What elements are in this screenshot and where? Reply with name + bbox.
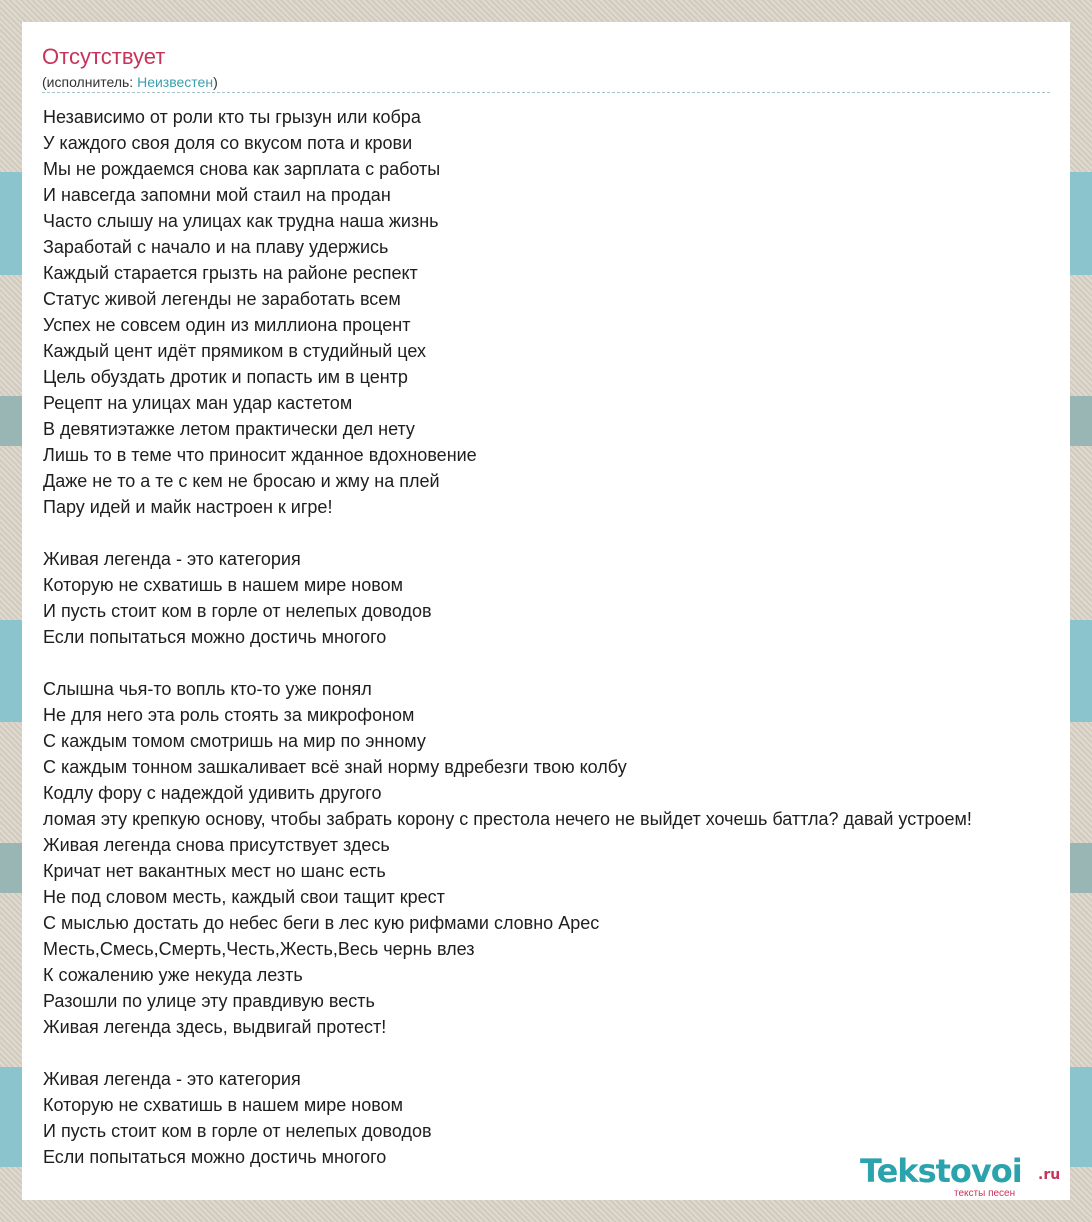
title-divider xyxy=(42,92,1050,93)
lyric-line: В девятиэтажке летом практически дел нету xyxy=(43,419,415,439)
logo-tagline: тексты песен xyxy=(954,1188,1016,1199)
lyric-line: Если попытаться можно достичь многого xyxy=(43,1147,387,1167)
lyric-line: У каждого своя доля со вкусом пота и крови xyxy=(43,133,413,153)
lyric-line: Которую не схватишь в нашем мире новом xyxy=(43,1095,403,1115)
lyric-line: Кодлу фору с надеждой удивить другого xyxy=(43,783,382,803)
lyric-line: Если попытаться можно достичь многого xyxy=(43,627,387,647)
lyric-line: ломая эту крепкую основу, чтобы забрать корону с престола нечего не выйдет хочешь баттла? давай устроем! xyxy=(43,809,972,829)
lyrics-text xyxy=(43,104,1070,1170)
lyric-line: Живая легенда - это категория xyxy=(43,1069,301,1089)
lyric-line: Рецепт на улицах ман удар кастетом xyxy=(43,393,353,413)
lyric-line: И пусть стоит ком в горле от нелепых доводов xyxy=(43,1121,432,1141)
stanza-gap xyxy=(43,520,1070,546)
logo-domain: .ru xyxy=(1038,1167,1061,1183)
lyric-line: Лишь то в теме что приносит жданное вдохновение xyxy=(43,445,477,465)
lyric-line: Разошли по улице эту правдивую весть xyxy=(43,991,375,1011)
song-title: Отсутствует xyxy=(42,44,166,69)
lyric-line: Даже не то а те с кем не бросаю и жму на плей xyxy=(43,471,440,491)
lyric-line: Независимо от роли кто ты грызун или кобра xyxy=(43,107,421,127)
lyric-line: И пусть стоит ком в горле от нелепых доводов xyxy=(43,601,432,621)
lyric-line: С каждым томом смотришь на мир по энному xyxy=(43,731,426,751)
lyric-line: С каждым тонном зашкаливает всё знай норму вдребезги твою колбу xyxy=(43,757,627,777)
site-logo[interactable] xyxy=(860,1152,1070,1200)
stanza-gap xyxy=(43,650,1070,676)
lyric-line: Месть,Смесь,Смерть,Честь,Жесть,Весь чернь влез xyxy=(43,939,475,959)
lyric-line: Живая легенда здесь, выдвигай протест! xyxy=(43,1017,387,1037)
lyric-line: Живая легенда - это категория xyxy=(43,549,301,569)
lyric-line: Успех не совсем один из миллиона процент xyxy=(43,315,411,335)
lyric-line: Заработай с начало и на плаву удержись xyxy=(43,237,389,257)
stanza-gap xyxy=(43,1040,1070,1066)
lyric-line: И навсегда запомни мой стаил на продан xyxy=(43,185,391,205)
lyric-line: Слышна чья-то вопль кто-то уже понял xyxy=(43,679,372,699)
lyric-line: Часто слышу на улицах как трудна наша жизнь xyxy=(43,211,439,231)
lyrics-card xyxy=(22,22,1070,1200)
artist-prefix: (исполнитель: xyxy=(42,74,138,90)
artist-link[interactable]: Неизвестен xyxy=(137,74,214,90)
lyric-line: Мы не рождаемся снова как зарплата с работы xyxy=(43,159,441,179)
lyric-line: С мыслью достать до небес беги в лес кую рифмами словно Арес xyxy=(43,913,600,933)
artist-suffix: ) xyxy=(213,74,218,90)
artist-line xyxy=(42,74,218,90)
lyric-line: Которую не схватишь в нашем мире новом xyxy=(43,575,403,595)
lyric-line: Каждый старается грызть на районе респект xyxy=(43,263,418,283)
lyric-line: Кричат нет вакантных мест но шанс есть xyxy=(43,861,386,881)
lyric-line: Живая легенда снова присутствует здесь xyxy=(43,835,390,855)
logo-text: Tekstovoi xyxy=(860,1152,1022,1190)
lyric-line: Каждый цент идёт прямиком в студийный цех xyxy=(43,341,427,361)
lyric-line: Не под словом месть, каждый свои тащит крест xyxy=(43,887,445,907)
lyric-line: Не для него эта роль стоять за микрофоном xyxy=(43,705,415,725)
lyric-line: Статус живой легенды не заработать всем xyxy=(43,289,401,309)
lyric-line: К сожалению уже некуда лезть xyxy=(43,965,303,985)
lyric-line: Цель обуздать дротик и попасть им в центр xyxy=(43,367,408,387)
lyric-line: Пару идей и майк настроен к игре! xyxy=(43,497,333,517)
